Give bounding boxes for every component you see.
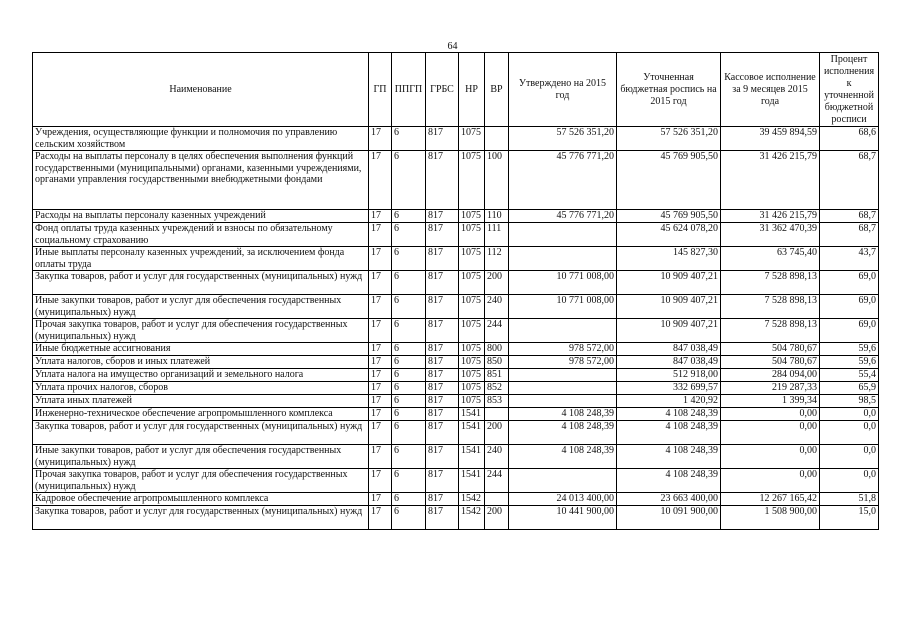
row-gp: 17 bbox=[369, 343, 392, 356]
table-row bbox=[33, 151, 879, 210]
table-row bbox=[33, 421, 879, 445]
row-ppgp: 6 bbox=[392, 408, 426, 421]
row-nr: 1541 bbox=[459, 408, 485, 421]
row-vr: 800 bbox=[485, 343, 509, 356]
row-nr: 1541 bbox=[459, 421, 485, 445]
row-name: Учреждения, осуществляющие функции и полномочия по управлению сельским хозяйством bbox=[33, 127, 369, 151]
row-approved bbox=[509, 469, 617, 493]
row-ppgp: 6 bbox=[392, 343, 426, 356]
row-grbs: 817 bbox=[426, 151, 459, 210]
row-gp: 17 bbox=[369, 382, 392, 395]
table-row bbox=[33, 319, 879, 343]
table-row bbox=[33, 369, 879, 382]
row-cash: 12 267 165,42 bbox=[721, 493, 820, 506]
row-gp: 17 bbox=[369, 271, 392, 295]
row-refined: 10 909 407,21 bbox=[617, 295, 721, 319]
row-percent: 69,0 bbox=[820, 319, 879, 343]
row-approved: 45 776 771,20 bbox=[509, 151, 617, 210]
row-gp: 17 bbox=[369, 493, 392, 506]
row-nr: 1075 bbox=[459, 356, 485, 369]
row-nr: 1075 bbox=[459, 210, 485, 223]
row-ppgp: 6 bbox=[392, 369, 426, 382]
row-grbs: 817 bbox=[426, 319, 459, 343]
row-name: Расходы на выплаты персоналу в целях обеспечения выполнения функций государственными (муниципальными) органами, казенными учреждениями, органами управления государственными внебюджетными фондами bbox=[33, 151, 369, 210]
row-ppgp: 6 bbox=[392, 151, 426, 210]
row-nr: 1075 bbox=[459, 247, 485, 271]
row-approved: 978 572,00 bbox=[509, 343, 617, 356]
row-ppgp: 6 bbox=[392, 382, 426, 395]
header-grbs: ГРБС bbox=[426, 53, 459, 127]
row-vr: 200 bbox=[485, 271, 509, 295]
row-percent: 69,0 bbox=[820, 271, 879, 295]
row-name: Фонд оплаты труда казенных учреждений и взносы по обязательному социальному страхованию bbox=[33, 223, 369, 247]
row-cash: 1 399,34 bbox=[721, 395, 820, 408]
row-vr bbox=[485, 127, 509, 151]
row-refined: 847 038,49 bbox=[617, 356, 721, 369]
row-nr: 1075 bbox=[459, 319, 485, 343]
row-percent: 43,7 bbox=[820, 247, 879, 271]
row-grbs: 817 bbox=[426, 445, 459, 469]
row-approved: 4 108 248,39 bbox=[509, 408, 617, 421]
row-approved: 10 771 008,00 bbox=[509, 295, 617, 319]
row-gp: 17 bbox=[369, 506, 392, 530]
row-cash: 31 426 215,79 bbox=[721, 210, 820, 223]
row-approved bbox=[509, 319, 617, 343]
row-vr: 112 bbox=[485, 247, 509, 271]
row-cash: 63 745,40 bbox=[721, 247, 820, 271]
header-ppgp: ППГП bbox=[392, 53, 426, 127]
row-ppgp: 6 bbox=[392, 469, 426, 493]
row-name: Иные выплаты персоналу казенных учреждений, за исключением фонда оплаты труда bbox=[33, 247, 369, 271]
row-percent: 0,0 bbox=[820, 445, 879, 469]
row-grbs: 817 bbox=[426, 408, 459, 421]
row-grbs: 817 bbox=[426, 271, 459, 295]
row-cash: 0,00 bbox=[721, 469, 820, 493]
row-percent: 68,6 bbox=[820, 127, 879, 151]
table-header-row bbox=[33, 53, 879, 127]
row-cash: 7 528 898,13 bbox=[721, 319, 820, 343]
row-cash: 0,00 bbox=[721, 421, 820, 445]
header-percent: Процент исполнения к уточненной бюджетной росписи bbox=[820, 53, 879, 127]
row-grbs: 817 bbox=[426, 421, 459, 445]
row-name: Иные закупки товаров, работ и услуг для обеспечения государственных (муниципальных) нужд bbox=[33, 445, 369, 469]
row-vr: 200 bbox=[485, 506, 509, 530]
row-refined: 45 624 078,20 bbox=[617, 223, 721, 247]
row-name: Инженерно-техническое обеспечение агропромышленного комплекса bbox=[33, 408, 369, 421]
row-vr: 244 bbox=[485, 319, 509, 343]
row-vr: 850 bbox=[485, 356, 509, 369]
row-name: Уплата прочих налогов, сборов bbox=[33, 382, 369, 395]
row-grbs: 817 bbox=[426, 382, 459, 395]
row-approved bbox=[509, 382, 617, 395]
row-ppgp: 6 bbox=[392, 395, 426, 408]
row-ppgp: 6 bbox=[392, 247, 426, 271]
row-vr: 240 bbox=[485, 445, 509, 469]
row-name: Иные бюджетные ассигнования bbox=[33, 343, 369, 356]
row-percent: 0,0 bbox=[820, 408, 879, 421]
row-grbs: 817 bbox=[426, 295, 459, 319]
table-row bbox=[33, 343, 879, 356]
row-grbs: 817 bbox=[426, 210, 459, 223]
table-row bbox=[33, 210, 879, 223]
row-approved: 45 776 771,20 bbox=[509, 210, 617, 223]
row-nr: 1075 bbox=[459, 271, 485, 295]
row-ppgp: 6 bbox=[392, 319, 426, 343]
table-row bbox=[33, 247, 879, 271]
row-name: Прочая закупка товаров, работ и услуг для обеспечения государственных (муниципальных) нужд bbox=[33, 469, 369, 493]
row-nr: 1075 bbox=[459, 295, 485, 319]
row-grbs: 817 bbox=[426, 506, 459, 530]
row-cash: 31 426 215,79 bbox=[721, 151, 820, 210]
row-gp: 17 bbox=[369, 421, 392, 445]
table-row bbox=[33, 395, 879, 408]
row-refined: 4 108 248,39 bbox=[617, 408, 721, 421]
row-gp: 17 bbox=[369, 369, 392, 382]
row-refined: 45 769 905,50 bbox=[617, 151, 721, 210]
table-row bbox=[33, 356, 879, 369]
header-nr: НР bbox=[459, 53, 485, 127]
row-name: Уплата налогов, сборов и иных платежей bbox=[33, 356, 369, 369]
row-approved: 4 108 248,39 bbox=[509, 445, 617, 469]
row-percent: 69,0 bbox=[820, 295, 879, 319]
table-body bbox=[33, 127, 879, 530]
row-cash: 0,00 bbox=[721, 408, 820, 421]
header-cash: Кассовое исполнение за 9 месяцев 2015 года bbox=[721, 53, 820, 127]
table-row bbox=[33, 493, 879, 506]
row-cash: 504 780,67 bbox=[721, 356, 820, 369]
row-nr: 1075 bbox=[459, 223, 485, 247]
row-vr: 851 bbox=[485, 369, 509, 382]
row-refined: 332 699,57 bbox=[617, 382, 721, 395]
row-approved: 10 771 008,00 bbox=[509, 271, 617, 295]
row-approved: 10 441 900,00 bbox=[509, 506, 617, 530]
row-percent: 55,4 bbox=[820, 369, 879, 382]
row-vr: 244 bbox=[485, 469, 509, 493]
row-nr: 1075 bbox=[459, 395, 485, 408]
table-row bbox=[33, 223, 879, 247]
row-percent: 15,0 bbox=[820, 506, 879, 530]
row-refined: 45 769 905,50 bbox=[617, 210, 721, 223]
row-vr bbox=[485, 408, 509, 421]
budget-execution-table bbox=[32, 52, 879, 530]
row-grbs: 817 bbox=[426, 493, 459, 506]
row-name: Расходы на выплаты персоналу казенных учреждений bbox=[33, 210, 369, 223]
row-nr: 1075 bbox=[459, 382, 485, 395]
row-nr: 1075 bbox=[459, 151, 485, 210]
row-grbs: 817 bbox=[426, 223, 459, 247]
row-refined: 4 108 248,39 bbox=[617, 469, 721, 493]
row-refined: 10 909 407,21 bbox=[617, 319, 721, 343]
row-refined: 847 038,49 bbox=[617, 343, 721, 356]
row-approved: 4 108 248,39 bbox=[509, 421, 617, 445]
row-refined: 57 526 351,20 bbox=[617, 127, 721, 151]
row-refined: 10 909 407,21 bbox=[617, 271, 721, 295]
row-approved: 57 526 351,20 bbox=[509, 127, 617, 151]
row-approved bbox=[509, 223, 617, 247]
row-refined: 1 420,92 bbox=[617, 395, 721, 408]
row-cash: 7 528 898,13 bbox=[721, 295, 820, 319]
header-gp: ГП bbox=[369, 53, 392, 127]
row-vr: 853 bbox=[485, 395, 509, 408]
row-percent: 68,7 bbox=[820, 223, 879, 247]
row-refined: 23 663 400,00 bbox=[617, 493, 721, 506]
row-gp: 17 bbox=[369, 210, 392, 223]
row-percent: 68,7 bbox=[820, 151, 879, 210]
table-row bbox=[33, 408, 879, 421]
row-nr: 1542 bbox=[459, 493, 485, 506]
row-ppgp: 6 bbox=[392, 271, 426, 295]
row-refined: 10 091 900,00 bbox=[617, 506, 721, 530]
row-grbs: 817 bbox=[426, 395, 459, 408]
row-cash: 7 528 898,13 bbox=[721, 271, 820, 295]
table-row bbox=[33, 445, 879, 469]
row-nr: 1541 bbox=[459, 445, 485, 469]
row-vr: 100 bbox=[485, 151, 509, 210]
row-percent: 65,9 bbox=[820, 382, 879, 395]
row-cash: 1 508 900,00 bbox=[721, 506, 820, 530]
row-vr: 111 bbox=[485, 223, 509, 247]
row-percent: 98,5 bbox=[820, 395, 879, 408]
row-cash: 39 459 894,59 bbox=[721, 127, 820, 151]
row-percent: 68,7 bbox=[820, 210, 879, 223]
row-name: Кадровое обеспечение агропромышленного комплекса bbox=[33, 493, 369, 506]
row-vr: 852 bbox=[485, 382, 509, 395]
row-gp: 17 bbox=[369, 247, 392, 271]
row-refined: 4 108 248,39 bbox=[617, 445, 721, 469]
row-grbs: 817 bbox=[426, 247, 459, 271]
row-nr: 1075 bbox=[459, 343, 485, 356]
row-name: Закупка товаров, работ и услуг для государственных (муниципальных) нужд bbox=[33, 271, 369, 295]
row-gp: 17 bbox=[369, 223, 392, 247]
row-ppgp: 6 bbox=[392, 356, 426, 369]
row-ppgp: 6 bbox=[392, 445, 426, 469]
row-nr: 1075 bbox=[459, 127, 485, 151]
row-gp: 17 bbox=[369, 408, 392, 421]
row-gp: 17 bbox=[369, 395, 392, 408]
row-gp: 17 bbox=[369, 319, 392, 343]
row-cash: 284 094,00 bbox=[721, 369, 820, 382]
table-row bbox=[33, 506, 879, 530]
row-ppgp: 6 bbox=[392, 493, 426, 506]
row-percent: 59,6 bbox=[820, 343, 879, 356]
row-ppgp: 6 bbox=[392, 210, 426, 223]
row-vr: 110 bbox=[485, 210, 509, 223]
row-nr: 1542 bbox=[459, 506, 485, 530]
row-name: Иные закупки товаров, работ и услуг для обеспечения государственных (муниципальных) нужд bbox=[33, 295, 369, 319]
row-gp: 17 bbox=[369, 356, 392, 369]
table-row bbox=[33, 382, 879, 395]
row-gp: 17 bbox=[369, 127, 392, 151]
page-number: 64 bbox=[447, 41, 458, 52]
row-grbs: 817 bbox=[426, 127, 459, 151]
row-cash: 219 287,33 bbox=[721, 382, 820, 395]
table-row bbox=[33, 469, 879, 493]
row-name: Уплата налога на имущество организаций и земельного налога bbox=[33, 369, 369, 382]
row-ppgp: 6 bbox=[392, 421, 426, 445]
row-percent: 59,6 bbox=[820, 356, 879, 369]
row-ppgp: 6 bbox=[392, 506, 426, 530]
header-name: Наименование bbox=[33, 53, 369, 127]
table-row bbox=[33, 127, 879, 151]
row-grbs: 817 bbox=[426, 343, 459, 356]
row-refined: 512 918,00 bbox=[617, 369, 721, 382]
table-row bbox=[33, 295, 879, 319]
row-name: Закупка товаров, работ и услуг для государственных (муниципальных) нужд bbox=[33, 506, 369, 530]
row-name: Уплата иных платежей bbox=[33, 395, 369, 408]
row-grbs: 817 bbox=[426, 369, 459, 382]
row-ppgp: 6 bbox=[392, 127, 426, 151]
row-gp: 17 bbox=[369, 469, 392, 493]
row-gp: 17 bbox=[369, 445, 392, 469]
row-grbs: 817 bbox=[426, 356, 459, 369]
row-approved bbox=[509, 247, 617, 271]
table-row bbox=[33, 271, 879, 295]
row-cash: 31 362 470,39 bbox=[721, 223, 820, 247]
row-nr: 1541 bbox=[459, 469, 485, 493]
row-gp: 17 bbox=[369, 295, 392, 319]
row-approved: 978 572,00 bbox=[509, 356, 617, 369]
header-approved: Утверждено на 2015 год bbox=[509, 53, 617, 127]
row-name: Прочая закупка товаров, работ и услуг для обеспечения государственных (муниципальных) нужд bbox=[33, 319, 369, 343]
row-name: Закупка товаров, работ и услуг для государственных (муниципальных) нужд bbox=[33, 421, 369, 445]
row-percent: 0,0 bbox=[820, 421, 879, 445]
row-nr: 1075 bbox=[459, 369, 485, 382]
header-vr: ВР bbox=[485, 53, 509, 127]
row-vr bbox=[485, 493, 509, 506]
row-gp: 17 bbox=[369, 151, 392, 210]
row-percent: 51,8 bbox=[820, 493, 879, 506]
row-refined: 145 827,30 bbox=[617, 247, 721, 271]
row-approved bbox=[509, 395, 617, 408]
row-vr: 240 bbox=[485, 295, 509, 319]
row-cash: 0,00 bbox=[721, 445, 820, 469]
row-vr: 200 bbox=[485, 421, 509, 445]
row-approved: 24 013 400,00 bbox=[509, 493, 617, 506]
row-ppgp: 6 bbox=[392, 223, 426, 247]
row-approved bbox=[509, 369, 617, 382]
row-refined: 4 108 248,39 bbox=[617, 421, 721, 445]
row-percent: 0,0 bbox=[820, 469, 879, 493]
row-ppgp: 6 bbox=[392, 295, 426, 319]
row-cash: 504 780,67 bbox=[721, 343, 820, 356]
header-refined: Уточненная бюджетная роспись на 2015 год bbox=[617, 53, 721, 127]
row-grbs: 817 bbox=[426, 469, 459, 493]
